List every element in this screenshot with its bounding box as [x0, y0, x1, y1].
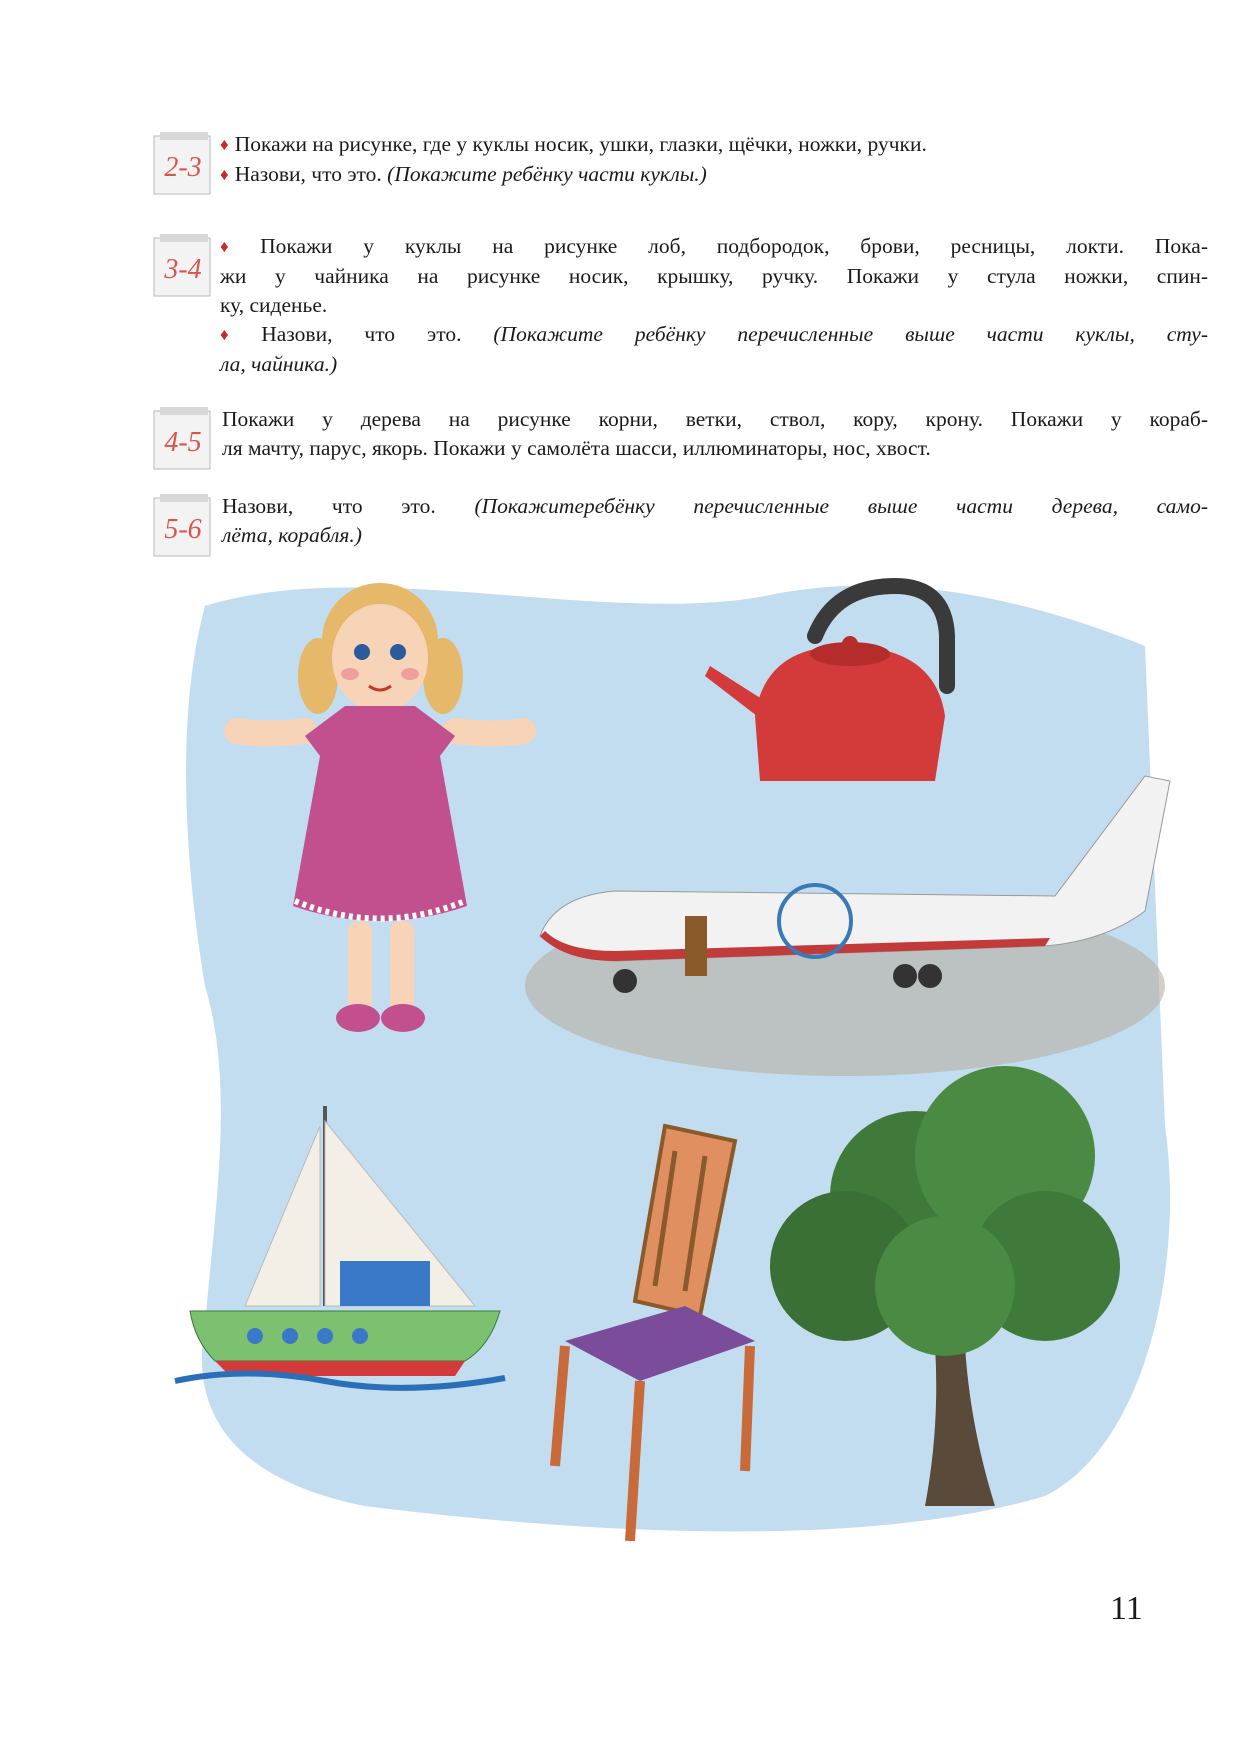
task-block-3-4 — [150, 232, 1208, 392]
text-line: ♦ Покажи у куклы на рисунке лоб, подбородок, брови, ресницы, локти. Пока- — [220, 234, 1208, 258]
diamond-bullet-icon: ♦ — [220, 237, 255, 256]
task-block-4-5 — [150, 405, 1208, 477]
age-badge-icon — [150, 232, 216, 300]
text-line: ♦ Назови, что это. (Покажите ребёнку части куклы.) — [220, 162, 707, 186]
text-line: ♦ Покажи на рисунке, где у куклы носик, ушки, глазки, щёчки, ножки, ручки. — [220, 132, 927, 156]
illustration — [145, 566, 1185, 1541]
age-badge-icon — [150, 492, 216, 560]
age-badge-icon — [150, 405, 216, 473]
text-line: ку, сиденье. — [220, 293, 328, 317]
diamond-bullet-icon: ♦ — [220, 165, 229, 184]
age-label: 2-3 — [164, 152, 202, 183]
text-line: ла, чайника.) — [220, 352, 338, 376]
text-line: ля мачту, парус, якорь. Покажи у самолёта шасси, иллюминаторы, нос, хвост. — [222, 436, 931, 460]
text-line: жи у чайника на рисунке носик, крышку, ручку. Покажи у стула ножки, спин- — [220, 264, 1208, 288]
text-line: Назови, что это. (Покажитеребёнку перечисленные выше части дерева, само- — [222, 494, 1209, 518]
task-block-2-3 — [150, 130, 1208, 202]
diamond-bullet-icon: ♦ — [220, 325, 256, 344]
diamond-bullet-icon: ♦ — [220, 135, 229, 154]
age-label: 4-5 — [164, 427, 202, 458]
age-badge-icon — [150, 130, 216, 198]
page-number: 11 — [1110, 1590, 1143, 1627]
text-line: Покажи у дерева на рисунке корни, ветки, ствол, кору, крону. Покажи у кораб- — [222, 407, 1208, 431]
text-line: ♦ Назови, что это. (Покажите ребёнку перечисленные выше части куклы, сту- — [220, 322, 1208, 346]
text-line: лёта, корабля.) — [222, 523, 362, 547]
task-block-5-6 — [150, 492, 1208, 564]
age-label: 3-4 — [164, 254, 202, 285]
age-label: 5-6 — [164, 514, 202, 545]
